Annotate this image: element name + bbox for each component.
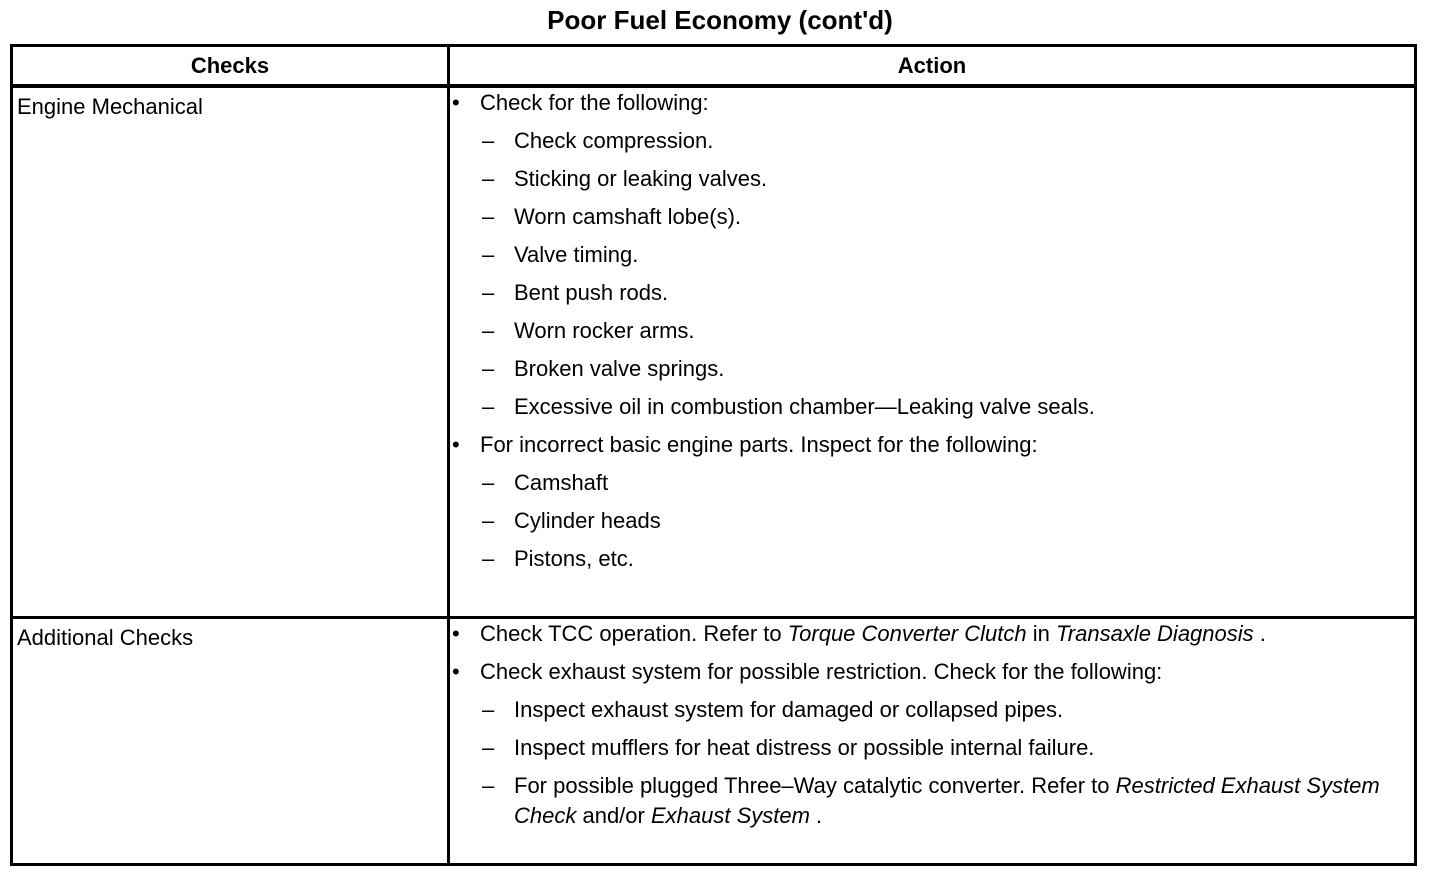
sub-list — [480, 126, 1414, 422]
action-text: . — [1253, 621, 1266, 646]
sub-text: and/or — [576, 803, 651, 828]
sub-list — [480, 695, 1414, 831]
sub-text: Broken valve springs. — [514, 356, 725, 381]
header-action: Action — [449, 46, 1416, 87]
action-text: Check TCC operation. Refer to — [480, 621, 788, 646]
action-text: in — [1026, 621, 1056, 646]
dash-marker: – — [482, 204, 495, 229]
action-item — [450, 619, 1414, 649]
sub-item — [480, 733, 1414, 763]
dash-marker: – — [482, 242, 495, 267]
action-text: For incorrect basic engine parts. Inspect for the following: — [480, 432, 1038, 457]
page-title: Poor Fuel Economy (cont'd) — [547, 5, 893, 35]
sub-text: Worn rocker arms. — [514, 318, 695, 343]
reference-restricted-exhaust-system-check: Restricted Exhaust System Check — [514, 773, 1380, 828]
action-text: Check exhaust system for possible restriction. Check for the following: — [480, 659, 1163, 684]
reference-exhaust-system: Exhaust System — [650, 803, 810, 828]
dash-marker: – — [482, 735, 495, 760]
action-list — [450, 619, 1414, 831]
action-item — [450, 657, 1414, 831]
sub-text: Inspect mufflers for heat distress or possible internal failure. — [514, 735, 1095, 760]
dash-marker: – — [482, 508, 495, 533]
dash-marker: – — [482, 356, 495, 381]
sub-item — [480, 468, 1414, 498]
dash-marker: – — [482, 470, 495, 495]
sub-item — [480, 164, 1414, 194]
sub-item — [480, 771, 1414, 831]
dash-marker: – — [482, 546, 495, 571]
sub-item — [480, 316, 1414, 346]
action-cell-additional-checks — [449, 618, 1416, 865]
dash-marker: – — [482, 697, 495, 722]
sub-text: Camshaft — [514, 470, 609, 495]
table-row — [12, 618, 1416, 865]
sub-item — [480, 354, 1414, 384]
check-cell-engine-mechanical: Engine Mechanical — [12, 86, 449, 618]
sub-text: Check compression. — [514, 128, 714, 153]
bullet-marker: • — [452, 90, 460, 115]
sub-text: Sticking or leaking valves. — [514, 166, 768, 191]
sub-item — [480, 240, 1414, 270]
sub-text: Worn camshaft lobe(s). — [514, 204, 742, 229]
bullet-marker: • — [452, 621, 460, 646]
dash-marker: – — [482, 318, 495, 343]
sub-text: Valve timing. — [514, 242, 639, 267]
sub-text: Inspect exhaust system for damaged or collapsed pipes. — [514, 697, 1064, 722]
table-header-row — [12, 46, 1416, 87]
sub-text: Excessive oil in combustion chamber—Leaking valve seals. — [514, 394, 1095, 419]
action-cell-engine-mechanical — [449, 86, 1416, 618]
sub-item — [480, 126, 1414, 156]
dash-marker: – — [482, 773, 495, 798]
sub-list — [480, 468, 1414, 574]
dash-marker: – — [482, 166, 495, 191]
sub-item — [480, 544, 1414, 574]
sub-item — [480, 278, 1414, 308]
sub-item — [480, 695, 1414, 725]
sub-item — [480, 392, 1414, 422]
check-cell-additional-checks: Additional Checks — [12, 618, 449, 865]
sub-text: Bent push rods. — [514, 280, 669, 305]
bullet-marker: • — [452, 432, 460, 457]
sub-text: Cylinder heads — [514, 508, 661, 533]
diagnosis-table — [10, 44, 1417, 866]
header-checks: Checks — [12, 46, 449, 87]
sub-text: . — [809, 803, 823, 828]
sub-item — [480, 506, 1414, 536]
dash-marker: – — [482, 128, 495, 153]
reference-torque-converter-clutch: Torque Converter Clutch — [787, 621, 1027, 646]
sub-item — [480, 202, 1414, 232]
dash-marker: – — [482, 280, 495, 305]
table-row — [12, 86, 1416, 618]
reference-transaxle-diagnosis: Transaxle Diagnosis — [1055, 621, 1254, 646]
sub-text: For possible plugged Three–Way catalytic converter. Refer to — [514, 773, 1116, 798]
action-item — [450, 430, 1414, 574]
dash-marker: – — [482, 394, 495, 419]
action-item — [450, 88, 1414, 422]
action-text: Check for the following: — [480, 90, 709, 115]
bullet-marker: • — [452, 659, 460, 684]
sub-text: Pistons, etc. — [514, 546, 634, 571]
action-list — [450, 88, 1414, 574]
